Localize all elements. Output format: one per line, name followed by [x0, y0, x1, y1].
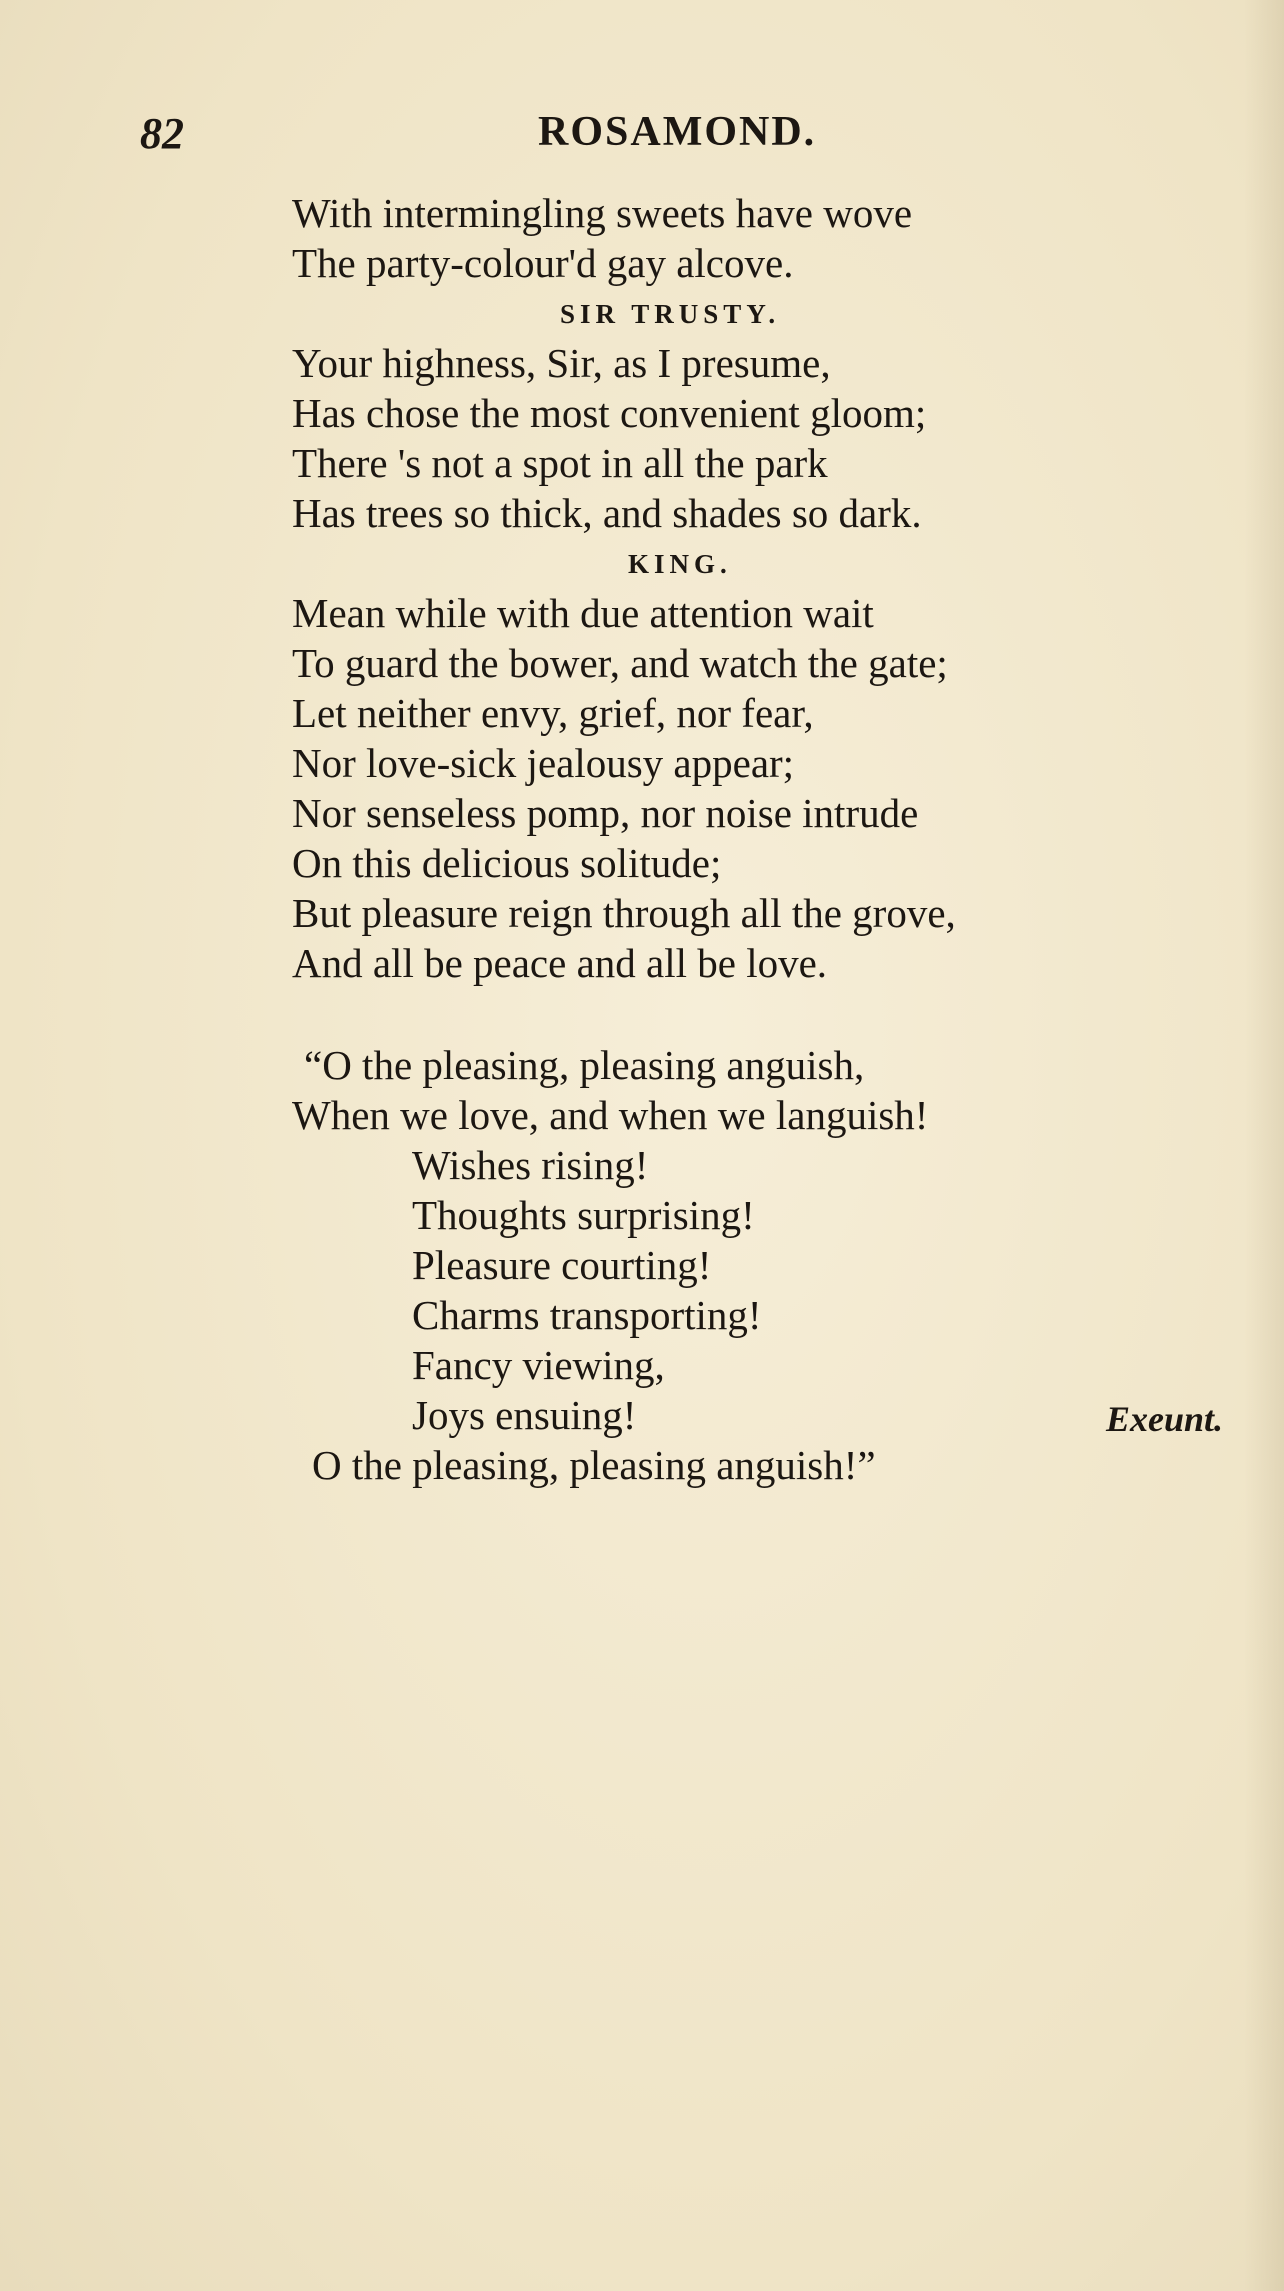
verse-line: With intermingling sweets have wove: [292, 190, 913, 236]
song-line: Joys ensuing!: [412, 1392, 637, 1438]
verse-line: And all be peace and all be love.: [292, 940, 828, 986]
song-line: When we love, and when we languish!: [292, 1092, 929, 1138]
verse-line: Nor love-sick jealousy appear;: [292, 740, 795, 786]
speaker-heading-sir-trusty: SIR TRUSTY.: [560, 299, 781, 329]
verse-line: The party-colour'd gay alcove.: [292, 240, 794, 286]
verse-body: [292, 188, 1272, 1490]
verse-line: Nor senseless pomp, nor noise intrude: [292, 790, 919, 836]
running-title: ROSAMOND.: [538, 109, 817, 155]
song-line: Pleasure courting!: [412, 1242, 712, 1288]
song-line: Fancy viewing,: [412, 1342, 665, 1388]
song-line: Charms transporting!: [412, 1292, 762, 1338]
verse-line: Let neither envy, grief, nor fear,: [292, 690, 814, 736]
verse-line: But pleasure reign through all the grove,: [292, 890, 956, 936]
song-line: Wishes rising!: [412, 1142, 649, 1188]
page-header: [0, 108, 1284, 168]
stage-direction: Exeunt.: [1106, 1399, 1224, 1439]
verse-line: Has trees so thick, and shades so dark.: [292, 490, 922, 536]
song-line: O the pleasing, pleasing anguish!”: [312, 1442, 876, 1488]
verse-line: There 's not a spot in all the park: [292, 440, 828, 486]
verse-line: On this delicious solitude;: [292, 840, 722, 886]
verse-line: Your highness, Sir, as I presume,: [292, 340, 831, 386]
page-number: 82: [140, 109, 184, 158]
verse-line: Has chose the most convenient gloom;: [292, 390, 927, 436]
verse-line: To guard the bower, and watch the gate;: [292, 640, 948, 686]
verse-line: Mean while with due attention wait: [292, 590, 874, 636]
song-line: “O the pleasing, pleasing anguish,: [304, 1042, 865, 1088]
stanza-gap: [292, 988, 1272, 1040]
song-line: Thoughts surprising!: [412, 1192, 755, 1238]
speaker-heading-king: KING.: [628, 549, 732, 579]
